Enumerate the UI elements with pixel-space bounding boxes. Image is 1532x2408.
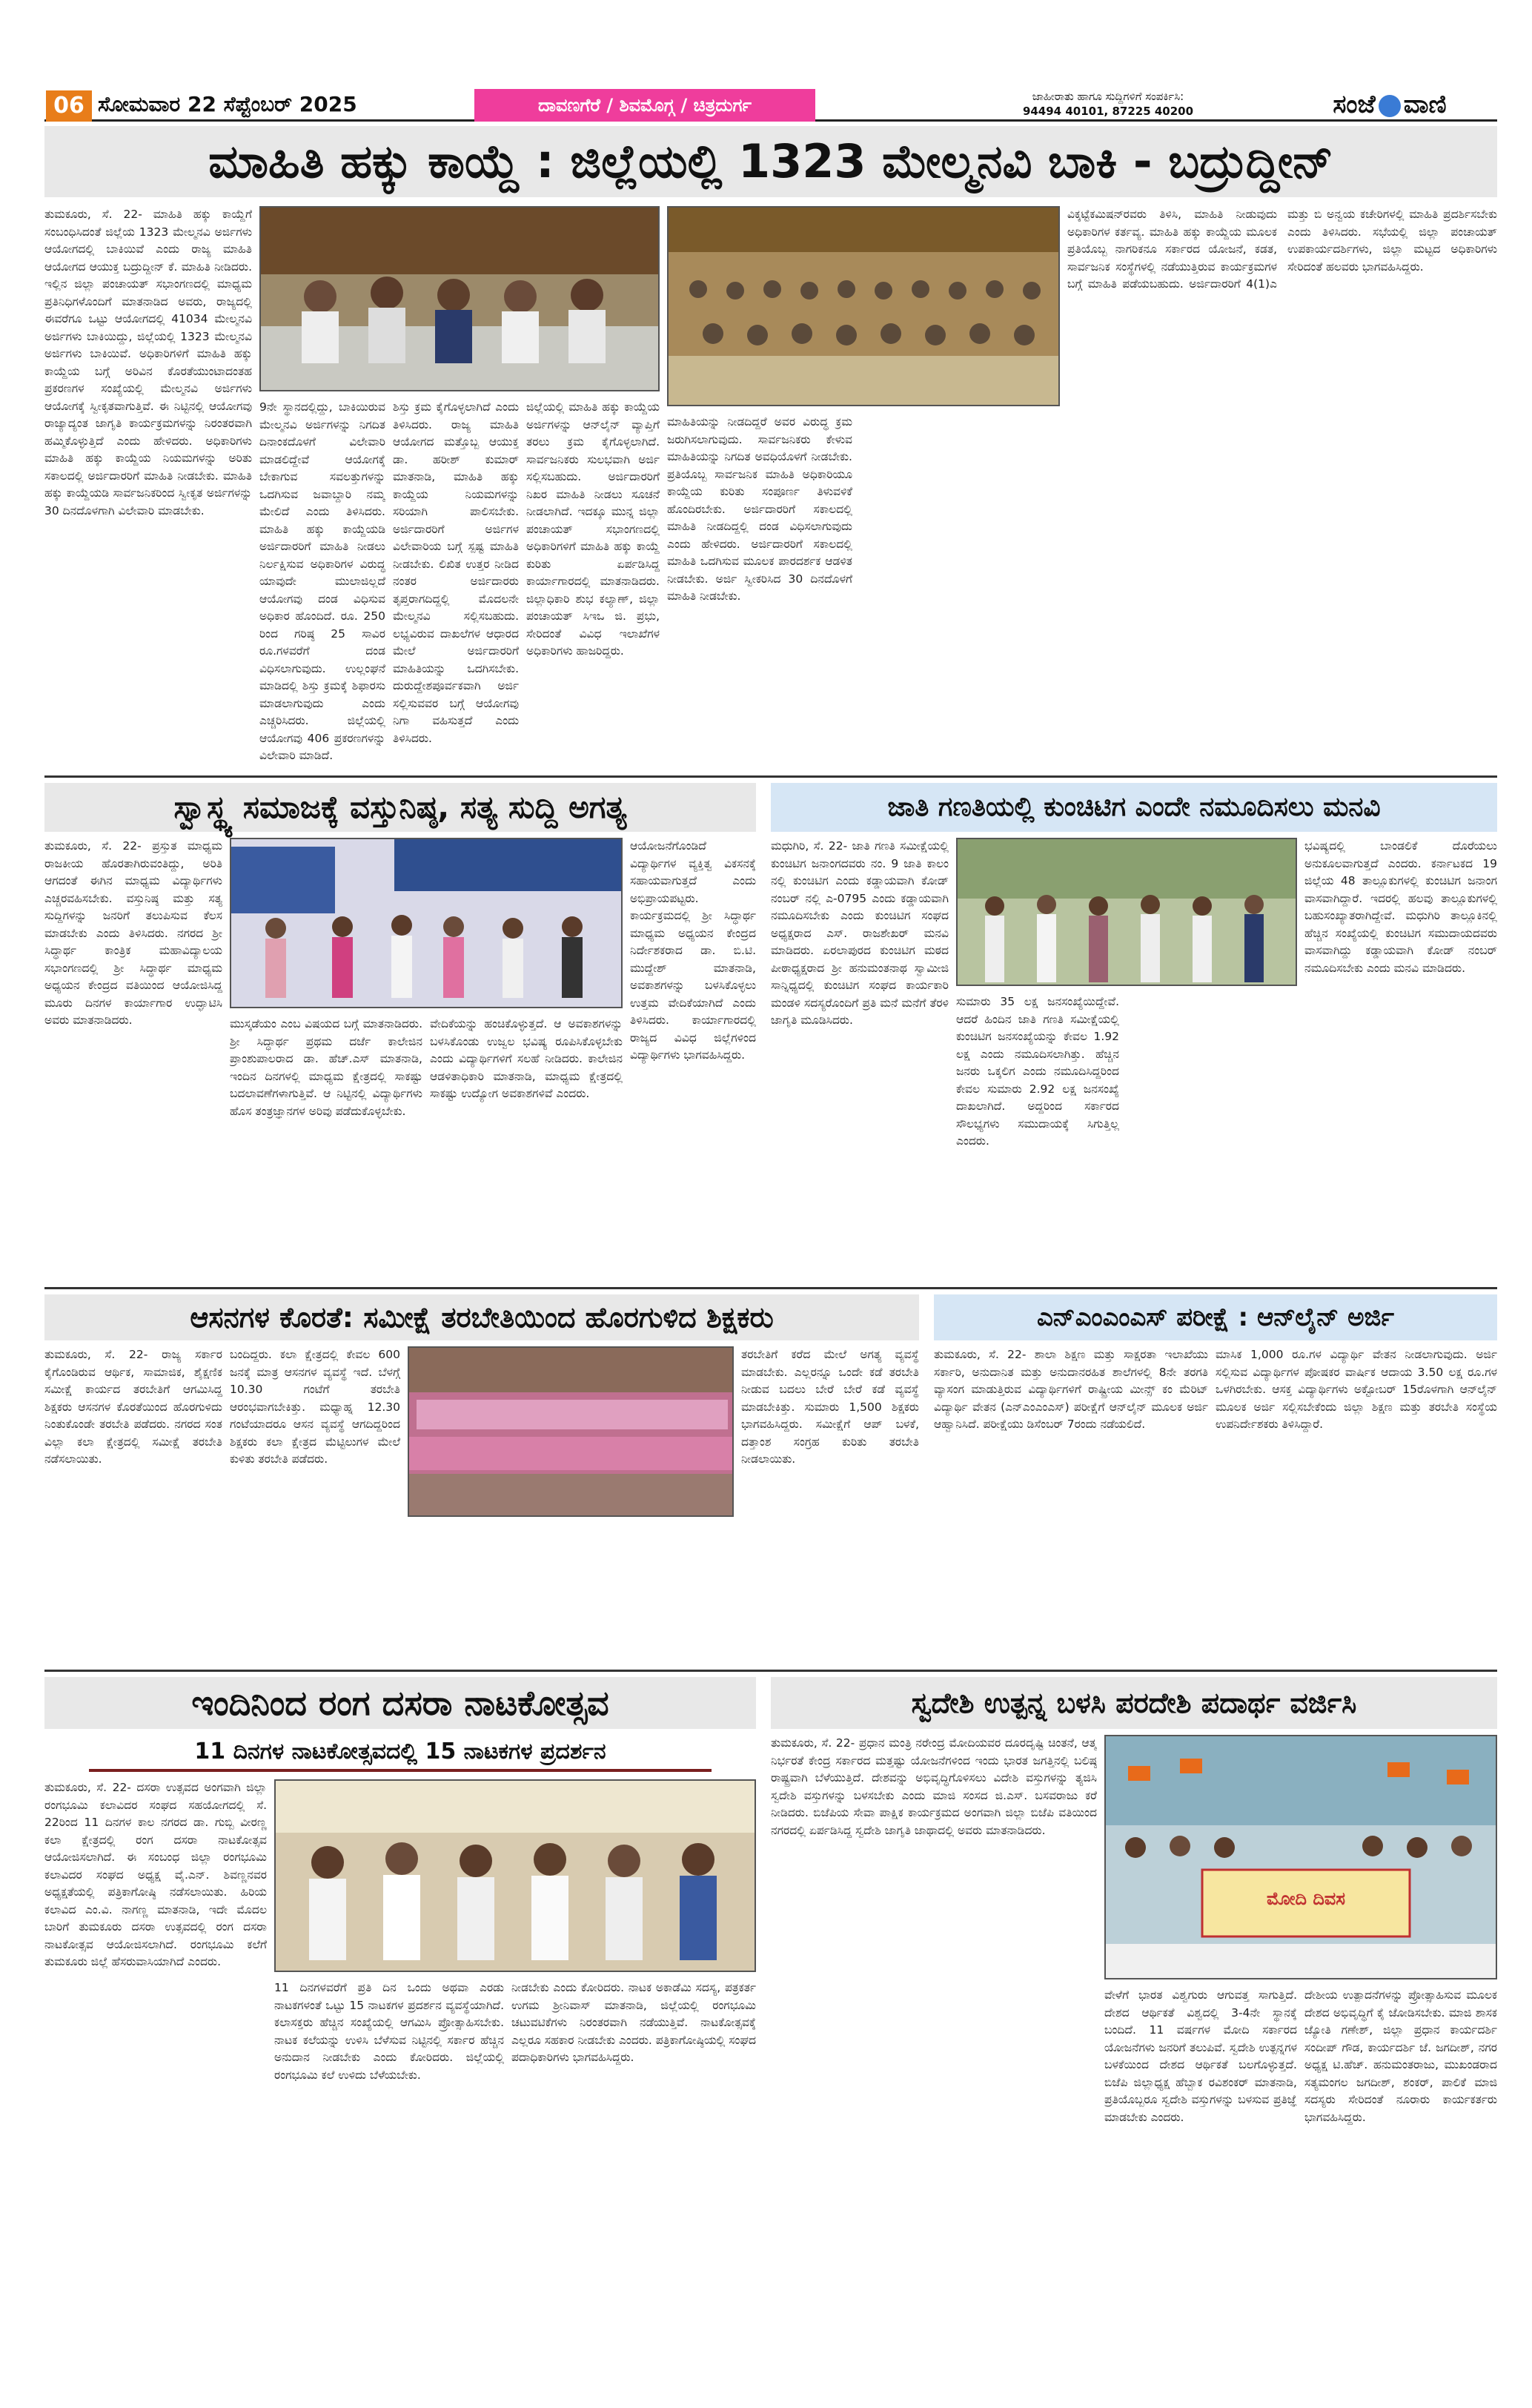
seats-column-3 [408, 1524, 734, 1665]
nmms-column-2: ಮಾಸಿಕ 1,000 ರೂ.ಗಳ ವಿದ್ಯಾರ್ಥಿ ವೇತನ ನೀಡಲಾಗುವುದು. ಅರ್ಜಿ ಸಲ್ಲಿಸುವ ವಿದ್ಯಾರ್ಥಿಗಳ ಪೋಷಕರ ವಾರ್ಷಿಕ ಆದಾಯ 3.50 ಲಕ್ಷ ರೂ.ಗಳ ಒಳಗಿರಬೇಕು. ಆಸಕ್ತ ವಿದ್ಯಾರ್ಥಿಗಳು ಅಕ್ಟೋಬರ್ 15ರೊಳಗಾಗಿ ಆನ್‍ಲೈನ್ ಮೂಲಕ ಅರ್ಜಿ ಸಲ್ಲಿಸಬೇಕೆಂದು ಜಿಲ್ಲಾ ಶಿಕ್ಷಣ ಮತ್ತು ತರಬೇತಿ ಸಂಸ್ಥೆಯ ಉಪನಿರ್ದೇಶಕರು ತಿಳಿಸಿದ್ದಾರೆ. [1216, 1348, 1497, 1431]
seats-column-2: ಬಂದಿದ್ದರು. ಕಲಾ ಕ್ಷೇತ್ರದಲ್ಲಿ ಕೇವಲ 600 ಜನಕ್ಕೆ ಮಾತ್ರ ಆಸನಗಳ ವ್ಯವಸ್ಥೆ ಇದೆ. ಬೆಳಗ್ಗೆ 10.30 ಗಂಟೆಗೆ ತರಬೇತಿ ಆರಂಭವಾಗಬೇಕಿತ್ತು. ಮಧ್ಯಾಹ್ನ 12.30 ಗಂಟೆಯಾದರೂ ಆಸನ ವ್ಯವಸ್ಥೆ ಆಗದಿದ್ದರಿಂದ ಶಿಕ್ಷಕರು ಕಲಾ ಕ್ಷೇತ್ರದ ಮೆಟ್ಟಿಲುಗಳ ಮೇಲೆ ಕುಳಿತು ತರಬೇತಿ ಪಡೆದರು. [230, 1348, 400, 1466]
caste-photo-petition [956, 838, 1297, 986]
rti-column-6: ವಿಕ್ಕಟ್ಟೆಕಮಿಷನ್‍ರವರು ತಿಳಿಸಿ, ಮಾಹಿತಿ ನೀಡುವುದು ಅಧಿಕಾರಿಗಳ ಕರ್ತವ್ಯ. ಮಾಹಿತಿ ಹಕ್ಕು ಕಾಯ್ದೆಯ ಮೂಲಕ ಪ್ರತಿಯೊಬ್ಬ ನಾಗರಿಕನೂ ಸರ್ಕಾರದ ಯೋಜನೆ, ಕಡತ, ಸಾರ್ವಜನಿಕ ಸಂಸ್ಥೆಗಳಲ್ಲಿ ನಡೆಯುತ್ತಿರುವ ಕಾರ್ಯಕ್ರಮಗಳ ಬಗ್ಗೆ ಮಾಹಿತಿ ಪಡೆಯಬಹುದು. ಅರ್ಜಿದಾರರಿಗೆ 4(1)ಎ ಮತ್ತು ಬಿ ಅನ್ವಯ ಕಚೇರಿಗಳಲ್ಲಿ ಮಾಹಿತಿ ಪ್ರದರ್ಶಿಸಬೇಕು ಎಂದು ತಿಳಿಸಿದರು. ಸಭೆಯಲ್ಲಿ ಜಿಲ್ಲಾ ಪಂಚಾಯತ್ ಉಪಕಾರ್ಯದರ್ಶಿಗಳು, ಜಿಲ್ಲಾ ಮಟ್ಟದ ಅಧಿಕಾರಿಗಳು ಸೇರಿದಂತೆ ಹಲವರು ಭಾಗವಹಿಸಿದ್ದರು. [1067, 208, 1497, 291]
swadeshi-photo-rally [1104, 1735, 1497, 1979]
page-number: 06 [46, 90, 92, 122]
swadeshi-column-1: ತುಮಕೂರು, ಸೆ. 22- ಪ್ರಧಾನ ಮಂತ್ರಿ ನರೇಂದ್ರ ಮೋದಿಯವರ ದೂರದೃಷ್ಟಿ ಚಿಂತನೆ, ಆತ್ಮ ನಿರ್ಭರತೆ ಕೇಂದ್ರ ಸರ್ಕಾರದ ಮತ್ತಷ್ಟು ಯೋಜನೆಗಳಿಂದ ಇಂದು ಭಾರತ ಜಗತ್ತಿನಲ್ಲಿ ಬಲಿಷ್ಠ ರಾಷ್ಟ್ರವಾಗಿ ಬೆಳೆಯುತ್ತಿದೆ. ದೇಶವನ್ನು ಅಭಿವೃದ್ಧಿಗೊಳಿಸಲು ವಿದೇಶಿ ವಸ್ತುಗಳನ್ನು ತ್ಯಜಿಸಿ ಸ್ವದೇಶಿ ವಸ್ತುಗಳನ್ನು ಬಳಸಬೇಕು ಎಂದು ಮಾಜಿ ಸಂಸದ ಜಿ.ಎಸ್. ಬಸವರಾಜು ಕರೆ ನೀಡಿದರು. ಬಿಜೆಪಿಯ ಸೇವಾ ಪಾಕ್ಷಿಕ ಕಾರ್ಯಕ್ರಮದ ಅಂಗವಾಗಿ ಜಿಲ್ಲಾ ಬಿಜೆಪಿ ವತಿಯಿಂದ ನಗರದಲ್ಲಿ ಏರ್ಪಡಿಸಿದ್ದ ಸ್ವದೇಶಿ ಜಾಗೃತಿ ಜಾಥಾದಲ್ಲಿ ಅವರು ಮಾತನಾಡಿದರು. [771, 1736, 1097, 1837]
contact-numbers: 94494 40101, 87225 40200 [1022, 105, 1194, 118]
rti-column-4: ಜಿಲ್ಲೆಯಲ್ಲಿ ಮಾಹಿತಿ ಹಕ್ಕು ಕಾಯ್ದೆಯ ಅರ್ಜಿಗಳನ್ನು ಆನ್‍ಲೈನ್ ವ್ಯಾಪ್ತಿಗೆ ತರಲು ಕ್ರಮ ಕೈಗೊಳ್ಳಲಾಗಿದೆ. ಸಾರ್ವಜನಿಕರು ಸುಲಭವಾಗಿ ಅರ್ಜಿ ಸಲ್ಲಿಸಬಹುದು. ಅರ್ಜಿದಾರರಿಗೆ ನಿಖರ ಮಾಹಿತಿ ನೀಡಲು ಸೂಚನೆ ನೀಡಲಾಗಿದೆ. ಇದಕ್ಕೂ ಮುನ್ನ ಜಿಲ್ಲಾ ಪಂಚಾಯತ್ ಸಭಾಂಗಣದಲ್ಲಿ ಅಧಿಕಾರಿಗಳಿಗೆ ಮಾಹಿತಿ ಹಕ್ಕು ಕಾಯ್ದೆ ಕುರಿತು ಏರ್ಪಡಿಸಿದ್ದ ಕಾರ್ಯಾಗಾರದಲ್ಲಿ ಮಾತನಾಡಿದರು. ಜಿಲ್ಲಾಧಿಕಾರಿ ಶುಭ ಕಲ್ಯಾಣ್, ಜಿಲ್ಲಾ ಪಂಚಾಯತ್ ಸಿಇಒ ಜಿ. ಪ್ರಭು, ಸೇರಿದಂತೆ ವಿವಿಧ ಇಲಾಖೆಗಳ ಅಧಿಕಾರಿಗಳು ಹಾಜರಿದ್ದರು. [526, 400, 660, 658]
nmms-column-1: ತುಮಕೂರು, ಸೆ. 22- ಶಾಲಾ ಶಿಕ್ಷಣ ಮತ್ತು ಸಾಕ್ಷರತಾ ಇಲಾಖೆಯು ಸರ್ಕಾರಿ, ಅನುದಾನಿತ ಮತ್ತು ಅನುದಾನರಹಿತ ಶಾಲೆಗಳಲ್ಲಿ 8ನೇ ತರಗತಿ ವ್ಯಾಸಂಗ ಮಾಡುತ್ತಿರುವ ವಿದ್ಯಾರ್ಥಿಗಳಿಗೆ ರಾಷ್ಟ್ರೀಯ ಮೀನ್ಸ್ ಕಂ ಮೆರಿಟ್ ವಿದ್ಯಾರ್ಥಿ ವೇತನ (ಎನ್‍ಎಂಎಂಎಸ್) ಪರೀಕ್ಷೆಗೆ ಆನ್‍ಲೈನ್ ಮೂಲಕ ಅರ್ಜಿ ಆಹ್ವಾನಿಸಿದೆ. ಪರೀಕ್ಷೆಯು ಡಿಸೆಂಬರ್ 7ರಂದು ನಡೆಯಲಿದೆ. [934, 1348, 1208, 1431]
media-column-1: ತುಮಕೂರು, ಸೆ. 22- ಪ್ರಸ್ತುತ ಮಾಧ್ಯಮ ರಾಜಕೀಯ ಹೊರತಾಗಿರುವಂತಿದ್ದು, ಅರಿತಿ ಆಗದಂತೆ ಈಗಿನ ಮಾಧ್ಯಮ ವಿದ್ಯಾರ್ಥಿಗಳು ಎಚ್ಚರವಹಿಸಬೇಕು. ವಸ್ತುನಿಷ್ಠ ಮತ್ತು ಸತ್ಯ ಸುದ್ದಿಗಳನ್ನು ಜನರಿಗೆ ತಲುಪಿಸುವ ಕೆಲಸ ಮಾಡಬೇಕು ಎಂದು ತಿಳಿಸಿದರು. ನಗರದ ಶ್ರೀ ಸಿದ್ಧಾರ್ಥ ಕಾಂತ್ರಿಕ ಮಹಾವಿದ್ಯಾಲಯ ಸಭಾಂಗಣದಲ್ಲಿ ಶ್ರೀ ಸಿದ್ಧಾರ್ಥ ಮಾಧ್ಯಮ ಅಧ್ಯಯನ ಕೇಂದ್ರದ ವತಿಯಿಂದ ಆಯೋಜಿಸಿದ್ದ ಮೂರು ದಿನಗಳ ಕಾರ್ಯಾಗಾರ ಉದ್ಘಾಟಿಸಿ ಅವರು ಮಾತನಾಡಿದರು. [44, 839, 222, 1027]
caste-column-2b [1127, 993, 1297, 1283]
caste-column-3: ಭವಿಷ್ಯದಲ್ಲಿ ಬಾಂಡಲಿಕೆ ದೊರೆಯಲು ಅನುಕೂಲವಾಗುತ್ತದೆ ಎಂದರು. ಕರ್ನಾಟಕದ 19 ಜಿಲ್ಲೆಯ 48 ತಾಲ್ಲೂಕುಗಳಲ್ಲಿ ಕುಂಚಿಟಿಗ ಜನಾಂಗ ವಾಸವಾಗಿದ್ದಾರೆ. ಇದರಲ್ಲಿ ಹಲವು ತಾಲ್ಲೂಕುಗಳಲ್ಲಿ ಬಹುಸಂಖ್ಯಾತರಾಗಿದ್ದೇವೆ. ಮಧುಗಿರಿ ತಾಲ್ಲೂಕಿನಲ್ಲಿ ಹೆಚ್ಚಿನ ಸಂಖ್ಯೆಯಲ್ಲಿ ಕುಂಚಿಟಿಗ ಸಮುದಾಯದವರು ವಾಸವಾಗಿದ್ದು ಕಡ್ಡಾಯವಾಗಿ ಕೋಡ್ ನಂಬರ್ ನಮೂದಿಸಬೇಕು ಎಂದು ಮನವಿ ಮಾಡಿದರು. [1304, 839, 1497, 975]
swadeshi-rally-illustration [1106, 1736, 1497, 1979]
contact-label: ಜಾಹೀರಾತು ಹಾಗೂ ಸುದ್ದಿಗಳಿಗೆ ಸಂಪರ್ಕಿಸಿ: [1032, 90, 1184, 103]
seats-photo-teachers [408, 1346, 734, 1517]
rti-column-5b [860, 414, 1060, 770]
seats-teachers-illustration [409, 1348, 734, 1517]
drama-photo-press [274, 1779, 756, 1972]
drama-press-illustration [276, 1781, 756, 1972]
issue-date: ಸೋಮವಾರ 22 ಸೆಪ್ಟೆಂಬರ್ 2025 [98, 92, 357, 116]
seats-column-4: ತರಬೇತಿಗೆ ಕರೆದ ಮೇಲೆ ಅಗತ್ಯ ವ್ಯವಸ್ಥೆ ಮಾಡಬೇಕು. ಎಲ್ಲರನ್ನೂ ಒಂದೇ ಕಡೆ ತರಬೇತಿ ನೀಡುವ ಬದಲು ಬೇರೆ ಬೇರೆ ಕಡೆ ವ್ಯವಸ್ಥೆ ಮಾಡಬೇಕಿತ್ತು. ಸುಮಾರು 1,500 ಶಿಕ್ಷಕರು ಭಾಗವಹಿಸಿದ್ದರು. ಸಮೀಕ್ಷೆಗೆ ಆಪ್ ಬಳಕೆ, ದತ್ತಾಂಶ ಸಂಗ್ರಹ ಕುರಿತು ತರಬೇತಿ ನೀಡಲಾಯಿತು. [741, 1348, 919, 1466]
drama-column-2: 11 ದಿನಗಳವರೆಗೆ ಪ್ರತಿ ದಿನ ಒಂದು ಅಥವಾ ಎರಡು ನಾಟಕಗಳಂತೆ ಒಟ್ಟು 15 ನಾಟಕಗಳ ಪ್ರದರ್ಶನ ವ್ಯವಸ್ಥೆಯಾಗಿದೆ. ಕಲಾಸಕ್ತರು ಹೆಚ್ಚಿನ ಸಂಖ್ಯೆಯಲ್ಲಿ ಆಗಮಿಸಿ ಪ್ರೋತ್ಸಾಹಿಸಬೇಕು. ನಾಟಕ ಕಲೆಯನ್ನು ಉಳಿಸಿ ಬೆಳೆಸುವ ನಿಟ್ಟಿನಲ್ಲಿ ಸರ್ಕಾರ ಹೆಚ್ಚಿನ ಅನುದಾನ ನೀಡಬೇಕು ಎಂದು ಕೋರಿದರು. ಜಿಲ್ಲೆಯಲ್ಲಿ ರಂಗಭೂಮಿ ಕಲೆ ಉಳಿದು ಬೆಳೆಯಬೇಕು. [274, 1981, 504, 2082]
caste-column-1: ಮಧುಗಿರಿ, ಸೆ. 22- ಜಾತಿ ಗಣತಿ ಸಮೀಕ್ಷೆಯಲ್ಲಿ ಕುಂಚಿಟಿಗ ಜನಾಂಗದವರು ನಂ. 9 ಜಾತಿ ಕಾಲಂ ನಲ್ಲಿ ಕುಂಚಿಟಿಗ ಎಂದು ಕಡ್ಡಾಯವಾಗಿ ಕೋಡ್ ನಂಬರ್ ನಲ್ಲಿ ಎ-0795 ಎಂದು ಕಡ್ಡಾಯವಾಗಿ ನಮೂದಿಸಬೇಕು ಎಂದು ಕುಂಚಿಟಿಗ ಸಂಘದ ಅಧ್ಯಕ್ಷರಾದ ಎಸ್. ರಾಜಶೇಖರ್ ಮನವಿ ಮಾಡಿದರು. ಏರಲಾಪುರದ ಕುಂಚಿಟಿಗ ಮಠದ ಪೀಠಾಧ್ಯಕ್ಷರಾದ ಶ್ರೀ ಹನುಮಂತನಾಥ ಸ್ವಾಮೀಜಿ ಸಾನ್ನಿಧ್ಯದಲ್ಲಿ ಕುಂಚಿಟಿಗ ಸಂಘದ ಕಾರ್ಯಕಾರಿ ಮಂಡಳಿ ಸದಸ್ಯರೊಂದಿಗೆ ಪ್ರತಿ ಮನೆ ಮನೆಗೆ ತೆರಳಿ ಜಾಗೃತಿ ಮೂಡಿಸಿದರು. [771, 839, 949, 1027]
drama-column-1: ತುಮಕೂರು, ಸೆ. 22- ದಸರಾ ಉತ್ಸವದ ಅಂಗವಾಗಿ ಜಿಲ್ಲಾ ರಂಗಭೂಮಿ ಕಲಾವಿದರ ಸಂಘದ ಸಹಯೋಗದಲ್ಲಿ ಸೆ. 22ರಿಂದ 11 ದಿನಗಳ ಕಾಲ ನಗರದ ಡಾ. ಗುಬ್ಬಿ ವೀರಣ್ಣ ಕಲಾ ಕ್ಷೇತ್ರದಲ್ಲಿ ರಂಗ ದಸರಾ ನಾಟಕೋತ್ಸವ ಆಯೋಜಿಸಲಾಗಿದೆ. ಈ ಸಂಬಂಧ ಜಿಲ್ಲಾ ರಂಗಭೂಮಿ ಕಲಾವಿದರ ಸಂಘದ ಅಧ್ಯಕ್ಷ ವೈ.ಎನ್. ಶಿವಣ್ಣನವರ ಅಧ್ಯಕ್ಷತೆಯಲ್ಲಿ ಪತ್ರಿಕಾಗೋಷ್ಠಿ ನಡೆಸಲಾಯಿತು. ಹಿರಿಯ ಕಲಾವಿದ ಎಂ.ವಿ. ನಾಗಣ್ಣ ಮಾತನಾಡಿ, ಇದೇ ಮೊದಲ ಬಾರಿಗೆ ತುಮಕೂರು ದಸರಾ ಉತ್ಸವದಲ್ಲಿ ರಂಗ ದಸರಾ ನಾಟಕೋತ್ಸವ ಆಯೋಜಿಸಲಾಗಿದೆ. ರಂಗಭೂಮಿ ಕಲೆಗೆ ತುಮಕೂರು ಜಿಲ್ಲೆ ಹೆಸರುವಾಸಿಯಾಗಿದೆ ಎಂದರು. [44, 1781, 267, 1968]
media-photo-event [230, 838, 623, 1008]
rti-column-3: ಶಿಸ್ತು ಕ್ರಮ ಕೈಗೊಳ್ಳಲಾಗಿದೆ ಎಂದು ತಿಳಿಸಿದರು. ರಾಜ್ಯ ಮಾಹಿತಿ ಆಯೋಗದ ಮತ್ತೊಬ್ಬ ಆಯುಕ್ತ ಡಾ. ಹರೀಶ್ ಕುಮಾರ್ ಮಾತನಾಡಿ, ಮಾಹಿತಿ ಹಕ್ಕು ಕಾಯ್ದೆಯ ನಿಯಮಗಳನ್ನು ಸರಿಯಾಗಿ ಪಾಲಿಸಬೇಕು. ಅರ್ಜಿದಾರರಿಗೆ ಅರ್ಜಿಗಳ ವಿಲೇವಾರಿಯ ಬಗ್ಗೆ ಸ್ಪಷ್ಟ ಮಾಹಿತಿ ನೀಡಬೇಕು. ಲಿಖಿತ ಉತ್ತರ ನೀಡಿದ ನಂತರ ಅರ್ಜಿದಾರರು ತೃಪ್ತರಾಗದಿದ್ದಲ್ಲಿ ಮೊದಲನೇ ಮೇಲ್ಮನವಿ ಸಲ್ಲಿಸಬಹುದು. ಲಭ್ಯವಿರುವ ದಾಖಲೆಗಳ ಆಧಾರದ ಮೇಲೆ ಅರ್ಜಿದಾರರಿಗೆ ಮಾಹಿತಿಯನ್ನು ಒದಗಿಸಬೇಕು. ದುರುದ್ದೇಶಪೂರ್ವಕವಾಗಿ ಅರ್ಜಿ ಸಲ್ಲಿಸುವವರ ಬಗ್ಗೆ ಆಯೋಗವು ನಿಗಾ ವಹಿಸುತ್ತದೆ ಎಂದು ತಿಳಿಸಿದರು. [393, 400, 519, 745]
rti-column-2: 9ನೇ ಸ್ಥಾನದಲ್ಲಿದ್ದು, ಬಾಕಿಯಿರುವ ಮೇಲ್ಮನವಿ ಅರ್ಜಿಗಳನ್ನು ನಿಗದಿತ ದಿನಾಂಕದೊಳಗೆ ವಿಲೇವಾರಿ ಮಾಡಲಿದ್ದೇವೆ ಆಯೋಗಕ್ಕೆ ಬೇಕಾಗುವ ಸವಲತ್ತುಗಳನ್ನು ಒದಗಿಸುವ ಜವಾಬ್ದಾರಿ ನಮ್ಮ ಮೇಲಿದೆ ಎಂದು ತಿಳಿಸಿದರು. ಮಾಹಿತಿ ಹಕ್ಕು ಕಾಯ್ದೆಯಡಿ ಅರ್ಜಿದಾರರಿಗೆ ಮಾಹಿತಿ ನೀಡಲು ನಿರ್ಲಕ್ಷಿಸುವ ಅಧಿಕಾರಿಗಳ ವಿರುದ್ಧ ಯಾವುದೇ ಮುಲಾಜಿಲ್ಲದೆ ಆಯೋಗವು ದಂಡ ವಿಧಿಸುವ ಅಧಿಕಾರ ಹೊಂದಿದೆ. ರೂ. 250 ರಿಂದ ಗರಿಷ್ಠ 25 ಸಾವಿರ ರೂ.ಗಳವರೆಗೆ ದಂಡ ವಿಧಿಸಲಾಗುವುದು. ಉಲ್ಲಂಘನೆ ಮಾಡಿದಲ್ಲಿ ಶಿಸ್ತು ಕ್ರಮಕ್ಕೆ ಶಿಫಾರಸು ಮಾಡಲಾಗುವುದು ಎಂದು ಎಚ್ಚರಿಸಿದರು. ಜಿಲ್ಲೆಯಲ್ಲಿ ಆಯೋಗವು 406 ಪ್ರಕರಣಗಳನ್ನು ವಿಲೇವಾರಿ ಮಾಡಿದೆ. [259, 400, 385, 762]
caste-petition-illustration [958, 839, 1297, 986]
headline-drama-festival: ಇಂದಿನಿಂದ ರಂಗ ದಸರಾ ನಾಟಕೋತ್ಸವ [44, 1677, 756, 1729]
logo-left-text: ಸಂಜೆ [1333, 90, 1376, 119]
headline-nmms: ಎನ್‍ಎಂಎಂಎಸ್ ಪರೀಕ್ಷೆ : ಆನ್‍ಲೈನ್ ಅರ್ಜಿ [934, 1294, 1497, 1340]
logo-right-text: ವಾಣಿ [1403, 90, 1447, 119]
rally-banner-text: ಮೋದಿ ದಿವಸ [1266, 1888, 1346, 1909]
seats-column-1: ತುಮಕೂರು, ಸೆ. 22- ರಾಜ್ಯ ಸರ್ಕಾರ ಕೈಗೊಂಡಿರುವ ಆರ್ಥಿಕ, ಸಾಮಾಜಿಕ, ಶೈಕ್ಷಣಿಕ ಸಮೀಕ್ಷೆ ಕಾರ್ಯದ ತರಬೇತಿಗೆ ಆಗಮಿಸಿದ್ದ ಶಿಕ್ಷಕರು ಆಸನಗಳ ಕೊರತೆಯಿಂದ ಹೊರಗುಳಿದು ನಿಂತುಕೊಂಡೇ ತರಬೇತಿ ಪಡೆದರು. ನಗರದ ಸಂತ ವಿಲ್ಲಾ ಕಲಾ ಕ್ಷೇತ್ರದಲ್ಲಿ ಸಮೀಕ್ಷೆ ತರಬೇತಿ ನಡೆಸಲಾಯಿತು. [44, 1348, 222, 1466]
headline-seats: ಆಸನಗಳ ಕೊರತೆ: ಸಮೀಕ್ಷೆ ತರಬೇತಿಯಿಂದ ಹೊರಗುಳಿದ ಶಿಕ್ಷಕರು [44, 1294, 919, 1340]
rti-column-1: ತುಮಕೂರು, ಸೆ. 22- ಮಾಹಿತಿ ಹಕ್ಕು ಕಾಯ್ದೆಗೆ ಸಂಬಂಧಿಸಿದಂತೆ ಜಿಲ್ಲೆಯ 1323 ಮೇಲ್ಮನವಿ ಅರ್ಜಿಗಳು ಆಯೋಗದಲ್ಲಿ ಬಾಕಿಯಿವೆ ಎಂದು ರಾಜ್ಯ ಮಾಹಿತಿ ಆಯೋಗದ ಆಯುಕ್ತ ಬದ್ರುದ್ದೀನ್ ಕೆ. ಮಾಹಿತಿ ನೀಡಿದರು. ಇಲ್ಲಿನ ಜಿಲ್ಲಾ ಪಂಚಾಯತ್ ಸಭಾಂಗಣದಲ್ಲಿ ಮಾಧ್ಯಮ ಪ್ರತಿನಿಧಿಗಳೊಂದಿಗೆ ಮಾತನಾಡಿದ ಅವರು, ರಾಜ್ಯದಲ್ಲಿ ಈವರೆಗೂ ಒಟ್ಟು ಆಯೋಗದಲ್ಲಿ 41034 ಮೇಲ್ಮನವಿ ಅರ್ಜಿಗಳು ಬಾಕಿಯಿದ್ದು, ಜಿಲ್ಲೆಯಲ್ಲಿ 1323 ಮೇಲ್ಮನವಿ ಅರ್ಜಿಗಳು ಬಾಕಿಯಿವೆ. ಅಧಿಕಾರಿಗಳಿಗೆ ಮಾಹಿತಿ ಹಕ್ಕು ಕಾಯ್ದೆಯ ಬಗ್ಗೆ ಅರಿವಿನ ಕೊರತೆಯುಂಟಾದಂತಹ ಪ್ರಕರಣಗಳ ಸಂಖ್ಯೆಯಲ್ಲಿ ಮೇಲ್ಮನವಿ ಅರ್ಜಿಗಳು ಆಯೋಗಕ್ಕೆ ಸ್ವೀಕೃತವಾಗುತ್ತಿವೆ. ಈ ನಿಟ್ಟಿನಲ್ಲಿ ಆಯೋಗವು ರಾಜ್ಯಾದ್ಯಂತ ಜಾಗೃತಿ ಕಾರ್ಯಕ್ರಮಗಳನ್ನು ನಿರಂತರವಾಗಿ ಹಮ್ಮಿಕೊಳ್ಳುತ್ತಿದೆ ಎಂದು ಹೇಳಿದರು. ಅಧಿಕಾರಿಗಳು ಮಾಹಿತಿ ಹಕ್ಕು ಕಾಯ್ದೆಯ ನಿಯಮಗಳನ್ನು ಅರಿತು ಸಕಾಲದಲ್ಲಿ ಅರ್ಜಿದಾರರಿಗೆ ಮಾಹಿತಿ ನೀಡಬೇಕು. ಮಾಹಿತಿ ಹಕ್ಕು ಕಾಯ್ದೆಯಡಿ ಸಾರ್ವಜನಿಕರಿಂದ ಸ್ವೀಕೃತ ಅರ್ಜಿಗಳನ್ನು 30 ದಿನದೊಳಗಾಗಿ ವಿಲೇವಾರಿ ಮಾಡಬೇಕು. [44, 208, 252, 517]
newspaper-logo [1282, 87, 1497, 122]
media-column-4: ಆಯೋಜನೆಗೊಂಡಿದೆ ವಿದ್ಯಾರ್ಥಿಗಳ ವ್ಯಕ್ತಿತ್ವ ವಿಕಸನಕ್ಕೆ ಸಹಾಯವಾಗುತ್ತದೆ ಎಂದು ಅಭಿಪ್ರಾಯಪಟ್ಟರು. ಕಾರ್ಯಕ್ರಮದಲ್ಲಿ ಶ್ರೀ ಸಿದ್ಧಾರ್ಥ ಮಾಧ್ಯಮ ಅಧ್ಯಯನ ಕೇಂದ್ರದ ನಿರ್ದೇಶಕರಾದ ಡಾ. ಬಿ.ಟಿ. ಮುದ್ದೇಶ್ ಮಾತನಾಡಿ, ಅವಕಾಶಗಳನ್ನು ಬಳಸಿಕೊಳ್ಳಲು ಉತ್ತಮ ವೇದಿಕೆಯಾಗಿದೆ ಎಂದು ತಿಳಿಸಿದರು. ಕಾರ್ಯಾಗಾರದಲ್ಲಿ ರಾಜ್ಯದ ವಿವಿಧ ಜಿಲ್ಲೆಗಳಿಂದ ವಿದ್ಯಾರ್ಥಿಗಳು ಭಾಗವಹಿಸಿದ್ದರು. [630, 839, 756, 1062]
headline-media: ಸ್ವಾಸ್ಥ್ಯ ಸಮಾಜಕ್ಕೆ ವಸ್ತುನಿಷ್ಠ, ಸತ್ಯ ಸುದ್ದಿ ಅಗತ್ಯ [44, 783, 756, 832]
section-divider-2 [44, 1287, 1497, 1289]
contact-block [986, 89, 1230, 119]
headline-caste: ಜಾತಿ ಗಣತಿಯಲ್ಲಿ ಕುಂಚಿಟಿಗ ಎಂದೇ ನಮೂದಿಸಲು ಮನವಿ [771, 783, 1497, 832]
rti-audience-illustration [669, 208, 1060, 406]
swadeshi-column-3: ದೇಶೀಯ ಉತ್ಪಾದನೆಗಳನ್ನು ಪ್ರೋತ್ಸಾಹಿಸುವ ಮೂಲಕ ದೇಶದ ಅಭಿವೃದ್ಧಿಗೆ ಕೈ ಜೋಡಿಸಬೇಕು. ಮಾಜಿ ಶಾಸಕ ಜ್ಯೋತಿ ಗಣೇಶ್, ಜಿಲ್ಲಾ ಪ್ರಧಾನ ಕಾರ್ಯದರ್ಶಿ ಸಂದೀಪ್ ಗೌಡ, ಕಾರ್ಯದರ್ಶಿ ಜೆ. ಜಗದೀಶ್, ನಗರ ಅಧ್ಯಕ್ಷ ಟಿ.ಹೆಚ್. ಹನುಮಂತರಾಜು, ಮುಖಂಡರಾದ ಸತ್ಯಮಂಗಲ ಜಗದೀಶ್, ಶಂಕರ್, ಪಾಲಿಕೆ ಮಾಜಿ ಸದಸ್ಯರು ಸೇರಿದಂತೆ ನೂರಾರು ಕಾರ್ಯಕರ್ತರು ಭಾಗವಹಿಸಿದ್ದರು. [1304, 1988, 1497, 2124]
section-divider-3 [44, 1670, 1497, 1672]
rti-photo-audience [667, 206, 1060, 406]
caste-column-2: ಸುಮಾರು 35 ಲಕ್ಷ ಜನಸಂಖ್ಯೆಯಿದ್ದೇವೆ. ಆದರೆ ಹಿಂದಿನ ಜಾತಿ ಗಣತಿ ಸಮೀಕ್ಷೆಯಲ್ಲಿ ಕುಂಚಿಟಿಗ ಜನಸಂಖ್ಯೆಯನ್ನು ಕೇವಲ 1.92 ಲಕ್ಷ ಎಂದು ನಮೂದಿಸಲಾಗಿತ್ತು. ಹೆಚ್ಚಿನ ಜನರು ಒಕ್ಕಲಿಗ ಎಂದು ನಮೂದಿಸಿದ್ದರಿಂದ ಕೇವಲ ಸುಮಾರು 2.92 ಲಕ್ಷ ಜನಸಂಖ್ಯೆ ದಾಖಲಾಗಿದೆ. ಅದ್ದರಿಂದ ಸರ್ಕಾರದ ಸೌಲಭ್ಯಗಳು ಸಮುದಾಯಕ್ಕೆ ಸಿಗುತ್ತಿಲ್ಲ ಎಂದರು. [956, 995, 1119, 1148]
headline-swadeshi: ಸ್ವದೇಶಿ ಉತ್ಪನ್ನ ಬಳಸಿ ಪರದೇಶಿ ಪದಾರ್ಥ ವರ್ಜಿಸಿ [771, 1677, 1497, 1729]
globe-icon [1379, 95, 1401, 117]
subheadline-drama-festival: 11 ದಿನಗಳ ನಾಟಕೋತ್ಸವದಲ್ಲಿ 15 ನಾಟಕಗಳ ಪ್ರದರ್ಶನ [89, 1735, 712, 1772]
district-line: ದಾವಣಗೆರೆ / ಶಿವಮೊಗ್ಗ / ಚಿತ್ರದುರ್ಗ [474, 89, 815, 122]
media-column-2: ಮುಸ್ಕಡೆಯಂ ಎಂಬ ವಿಷಯದ ಬಗ್ಗೆ ಮಾತನಾಡಿದರು. ಶ್ರೀ ಸಿದ್ಧಾರ್ಥ ಪ್ರಥಮ ದರ್ಜೆ ಕಾಲೇಜಿನ ಪ್ರಾಂಶುಪಾಲರಾದ ಡಾ. ಹೆಚ್.ಎಸ್ ಮಾತನಾಡಿ, ಇಂದಿನ ದಿನಗಳಲ್ಲಿ ಮಾಧ್ಯಮ ಕ್ಷೇತ್ರದಲ್ಲಿ ಸಾಕಷ್ಟು ಬದಲಾವಣೆಗಳಾಗುತ್ತಿವೆ. ಆ ನಿಟ್ಟಿನಲ್ಲಿ ವಿದ್ಯಾರ್ಥಿಗಳು ಹೊಸ ತಂತ್ರಜ್ಞಾನಗಳ ಅರಿವು ಪಡೆದುಕೊಳ್ಳಬೇಕು. [230, 1017, 422, 1118]
rti-column-5: ಮಾಹಿತಿಯನ್ನು ನೀಡದಿದ್ದರೆ ಅವರ ವಿರುದ್ಧ ಕ್ರಮ ಜರುಗಿಸಲಾಗುವುದು. ಸಾರ್ವಜನಿಕರು ಕೇಳುವ ಮಾಹಿತಿಯನ್ನು ನಿಗದಿತ ಅವಧಿಯೊಳಗೆ ನೀಡಬೇಕು. ಪ್ರತಿಯೊಬ್ಬ ಸಾರ್ವಜನಿಕ ಮಾಹಿತಿ ಅಧಿಕಾರಿಯೂ ಕಾಯ್ದೆಯ ಕುರಿತು ಸಂಪೂರ್ಣ ತಿಳುವಳಿಕೆ ಹೊಂದಿರಬೇಕು. ಅರ್ಜಿದಾರರಿಗೆ ಸಕಾಲದಲ್ಲಿ ಮಾಹಿತಿ ನೀಡದಿದ್ದಲ್ಲಿ ದಂಡ ವಿಧಿಸಲಾಗುವುದು ಎಂದು ಹೇಳಿದರು. ಅರ್ಜಿದಾರರಿಗೆ ಸಕಾಲದಲ್ಲಿ ಮಾಹಿತಿ ಒದಗಿಸುವ ಮೂಲಕ ಪಾರದರ್ಶಕ ಆಡಳಿತ ನೀಡಬೇಕು. ಅರ್ಜಿ ಸ್ವೀಕರಿಸಿದ 30 ದಿನದೊಳಗೆ ಮಾಹಿತಿ ನೀಡಬೇಕು. [667, 415, 852, 603]
section-divider [44, 775, 1497, 778]
media-column-3: ವೇದಿಕೆಯನ್ನು ಹಂಚಿಕೊಳ್ಳುತ್ತದೆ. ಆ ಅವಕಾಶಗಳನ್ನು ಬಳಸಿಕೊಂಡು ಉಜ್ವಲ ಭವಿಷ್ಯ ರೂಪಿಸಿಕೊಳ್ಳಬೇಕು ಎಂದು ವಿದ್ಯಾರ್ಥಿಗಳಿಗೆ ಸಲಹೆ ನೀಡಿದರು. ಕಾಲೇಜಿನ ಆಡಳಿತಾಧಿಕಾರಿ ಮಾತನಾಡಿ, ಮಾಧ್ಯಮ ಕ್ಷೇತ್ರದಲ್ಲಿ ಸಾಕಷ್ಟು ಉದ್ಯೋಗ ಅವಕಾಶಗಳಿವೆ ಎಂದರು. [430, 1017, 623, 1100]
drama-column-3: ನೀಡಬೇಕು ಎಂದು ಕೋರಿದರು. ನಾಟಕ ಅಕಾಡೆಮಿ ಸದಸ್ಯ, ಪತ್ರಕರ್ತ ಉಗಮ ಶ್ರೀನಿವಾಸ್ ಮಾತನಾಡಿ, ಜಿಲ್ಲೆಯಲ್ಲಿ ರಂಗಭೂಮಿ ಚಟುವಟಿಕೆಗಳು ನಿರಂತರವಾಗಿ ನಡೆಯುತ್ತಿವೆ. ನಾಟಕೋತ್ಸವಕ್ಕೆ ಎಲ್ಲರೂ ಸಹಕಾರ ನೀಡಬೇಕು ಎಂದರು. ಪತ್ರಿಕಾಗೋಷ್ಠಿಯಲ್ಲಿ ಸಂಘದ ಪದಾಧಿಕಾರಿಗಳು ಭಾಗವಹಿಸಿದ್ದರು. [511, 1981, 756, 2064]
headline-rti: ಮಾಹಿತಿ ಹಕ್ಕು ಕಾಯ್ದೆ : ಜಿಲ್ಲೆಯಲ್ಲಿ 1323 ಮೇಲ್ಮನವಿ ಬಾಕಿ - ಬದ್ರುದ್ದೀನ್ [44, 126, 1497, 197]
swadeshi-column-2: ವೇಳೆಗೆ ಭಾರತ ವಿಶ್ವಗುರು ಆಗುವತ್ತ ಸಾಗುತ್ತಿದೆ. ದೇಶದ ಆರ್ಥಿಕತೆ ವಿಶ್ವದಲ್ಲಿ 3-4ನೇ ಸ್ಥಾನಕ್ಕೆ ಬಂದಿದೆ. 11 ವರ್ಷಗಳ ಮೋದಿ ಸರ್ಕಾರದ ಯೋಜನೆಗಳು ಜನರಿಗೆ ತಲುಪಿವೆ. ಸ್ವದೇಶಿ ಉತ್ಪನ್ನಗಳ ಬಳಕೆಯಿಂದ ದೇಶದ ಆರ್ಥಿಕತೆ ಬಲಗೊಳ್ಳುತ್ತದೆ. ಬಿಜೆಪಿ ಜಿಲ್ಲಾಧ್ಯಕ್ಷ ಹೆಬ್ಬಾಕ ರವಿಶಂಕರ್ ಮಾತನಾಡಿ, ಪ್ರತಿಯೊಬ್ಬರೂ ಸ್ವದೇಶಿ ವಸ್ತುಗಳನ್ನು ಬಳಸುವ ಪ್ರತಿಜ್ಞೆ ಮಾಡಬೇಕು ಎಂದರು. [1104, 1988, 1297, 2124]
media-event-illustration [231, 839, 623, 1008]
